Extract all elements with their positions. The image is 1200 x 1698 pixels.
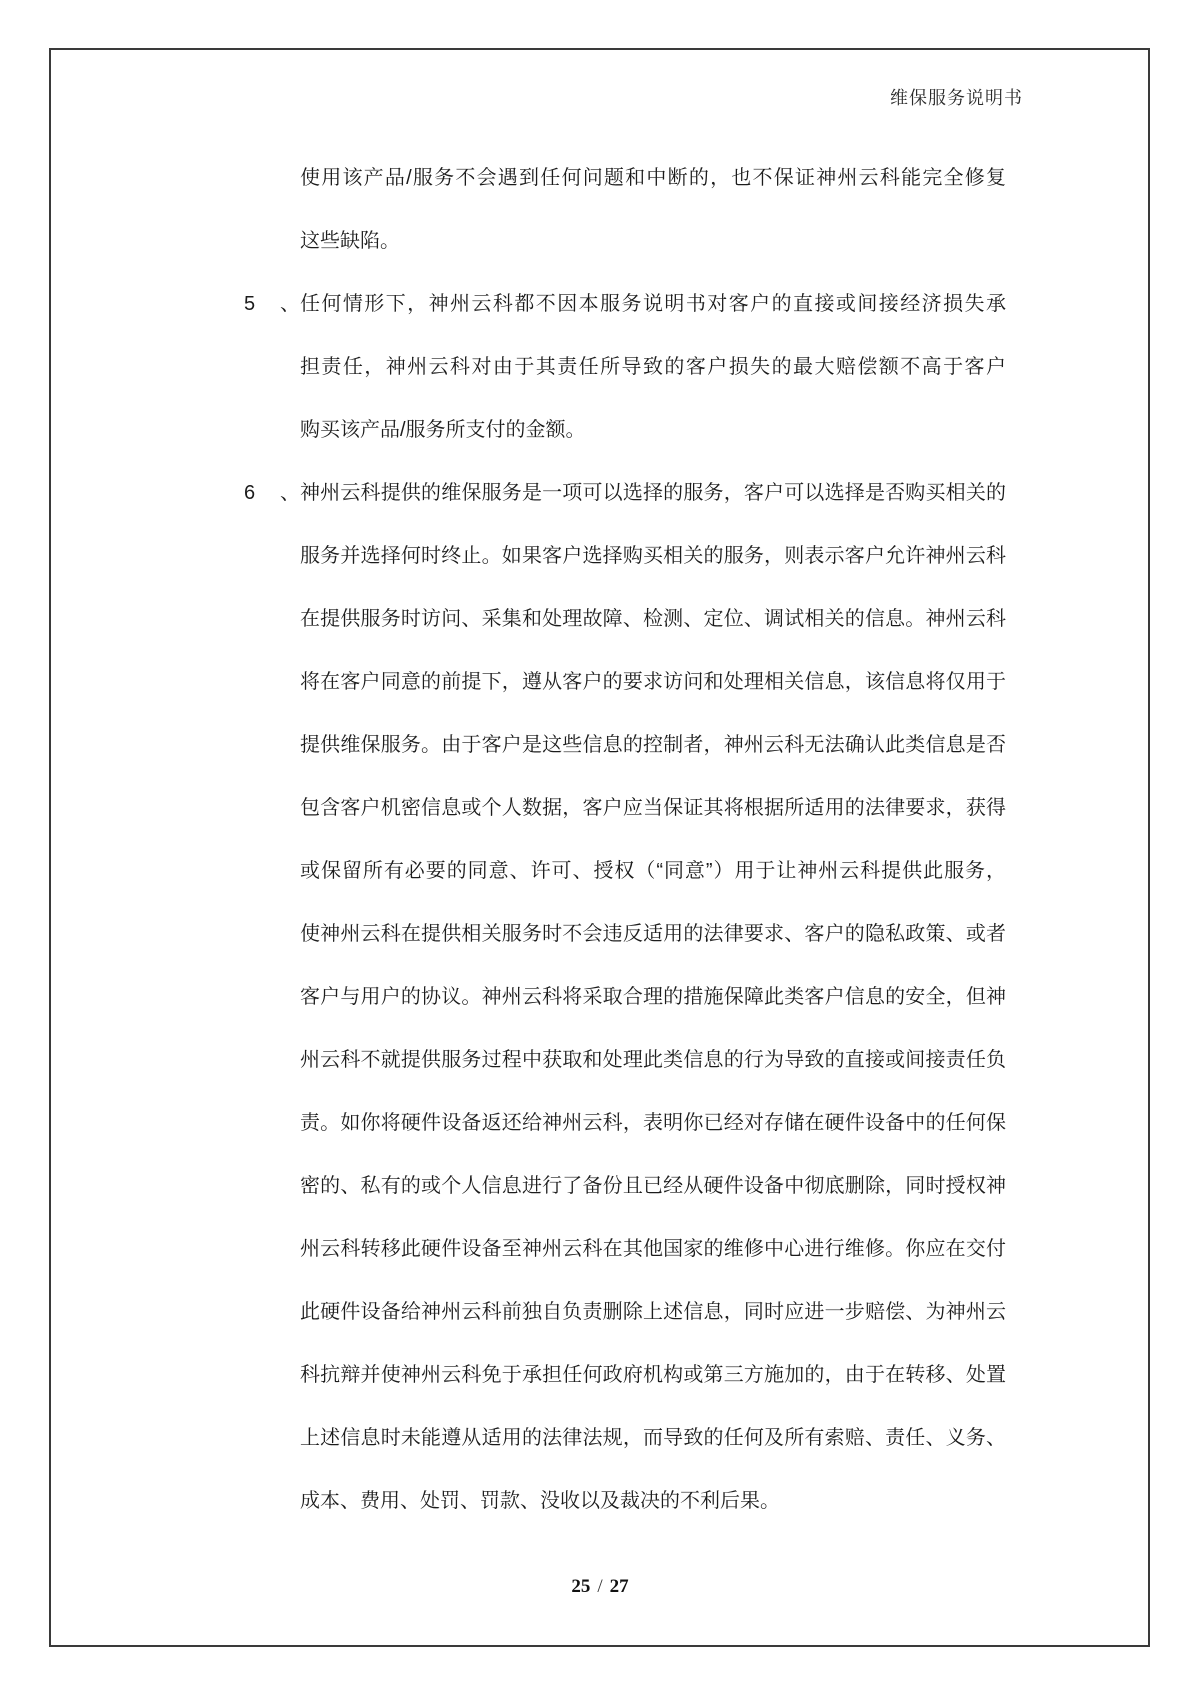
text-line: 在提供服务时访问、采集和处理故障、检测、定位、调试相关的信息。神州云科 (300, 608, 1006, 630)
text-line: 将在客户同意的前提下，遵从客户的要求访问和处理相关信息，该信息将仅用于 (300, 671, 1006, 693)
list-item-paragraph (244, 462, 1006, 1533)
text-line: 责。如你将硬件设备返还给神州云科，表明你已经对存储在硬件设备中的任何保 (300, 1112, 1006, 1134)
text-line: 购买该产品/服务所支付的金额。 (300, 419, 586, 441)
text-line: 密的、私有的或个人信息进行了备份且已经从硬件设备中彻底删除，同时授权神 (300, 1175, 1006, 1197)
text-line: 或保留所有必要的同意、许可、授权（“同意”）用于让神州云科提供此服务， (300, 860, 1006, 882)
page-footer (0, 1576, 1200, 1598)
text-line: 使用该产品/服务不会遇到任何问题和中断的，也不保证神州云科能完全修复 (300, 167, 1006, 189)
paragraph (300, 147, 1006, 273)
text-line: 包含客户机密信息或个人数据，客户应当保证其将根据所适用的法律要求，获得 (300, 797, 1006, 819)
text-line: 州云科不就提供服务过程中获取和处理此类信息的行为导致的直接或间接责任负 (300, 1049, 1006, 1071)
text-line: 神州云科提供的维保服务是一项可以选择的服务，客户可以选择是否购买相关的 6、 (300, 462, 1006, 525)
text-line: 上述信息时未能遵从适用的法律法规，而导致的任何及所有索赔、责任、义务、 (300, 1427, 1006, 1449)
footer-total-pages: 27 (609, 1576, 629, 1597)
document-body (244, 147, 1006, 1533)
text-line: 担责任，神州云科对由于其责任所导致的客户损失的最大赔偿额不高于客户 (300, 356, 1006, 378)
list-item-paragraph (244, 273, 1006, 462)
text-line: 提供维保服务。由于客户是这些信息的控制者，神州云科无法确认此类信息是否 (300, 734, 1006, 756)
text-line: 科抗辩并使神州云科免于承担任何政府机构或第三方施加的，由于在转移、处置 (300, 1364, 1006, 1386)
text-line: 成本、费用、处罚、罚款、没收以及裁决的不利后果。 (300, 1490, 780, 1512)
text-line: 任何情形下，神州云科都不因本服务说明书对客户的直接或间接经济损失承 5、 (300, 273, 1006, 336)
text-line: 州云科转移此硬件设备至神州云科在其他国家的维修中心进行维修。你应在交付 (300, 1238, 1006, 1260)
text-line: 此硬件设备给神州云科前独自负责删除上述信息，同时应进一步赔偿、为神州云 (300, 1301, 1006, 1323)
footer-page-separator: / (597, 1576, 603, 1597)
text-line: 这些缺陷。 (300, 230, 400, 252)
text-line: 使神州云科在提供相关服务时不会违反适用的法律要求、客户的隐私政策、或者 (300, 923, 1006, 945)
footer-current-page: 25 (571, 1576, 591, 1597)
list-item-number: 6、 (244, 482, 300, 504)
text-line: 服务并选择何时终止。如果客户选择购买相关的服务，则表示客户允许神州云科 (300, 545, 1006, 567)
list-item-number: 5、 (244, 293, 300, 315)
page-header-title: 维保服务说明书 (890, 88, 1023, 108)
text-line: 客户与用户的协议。神州云科将采取合理的措施保障此类客户信息的安全，但神 (300, 986, 1006, 1008)
